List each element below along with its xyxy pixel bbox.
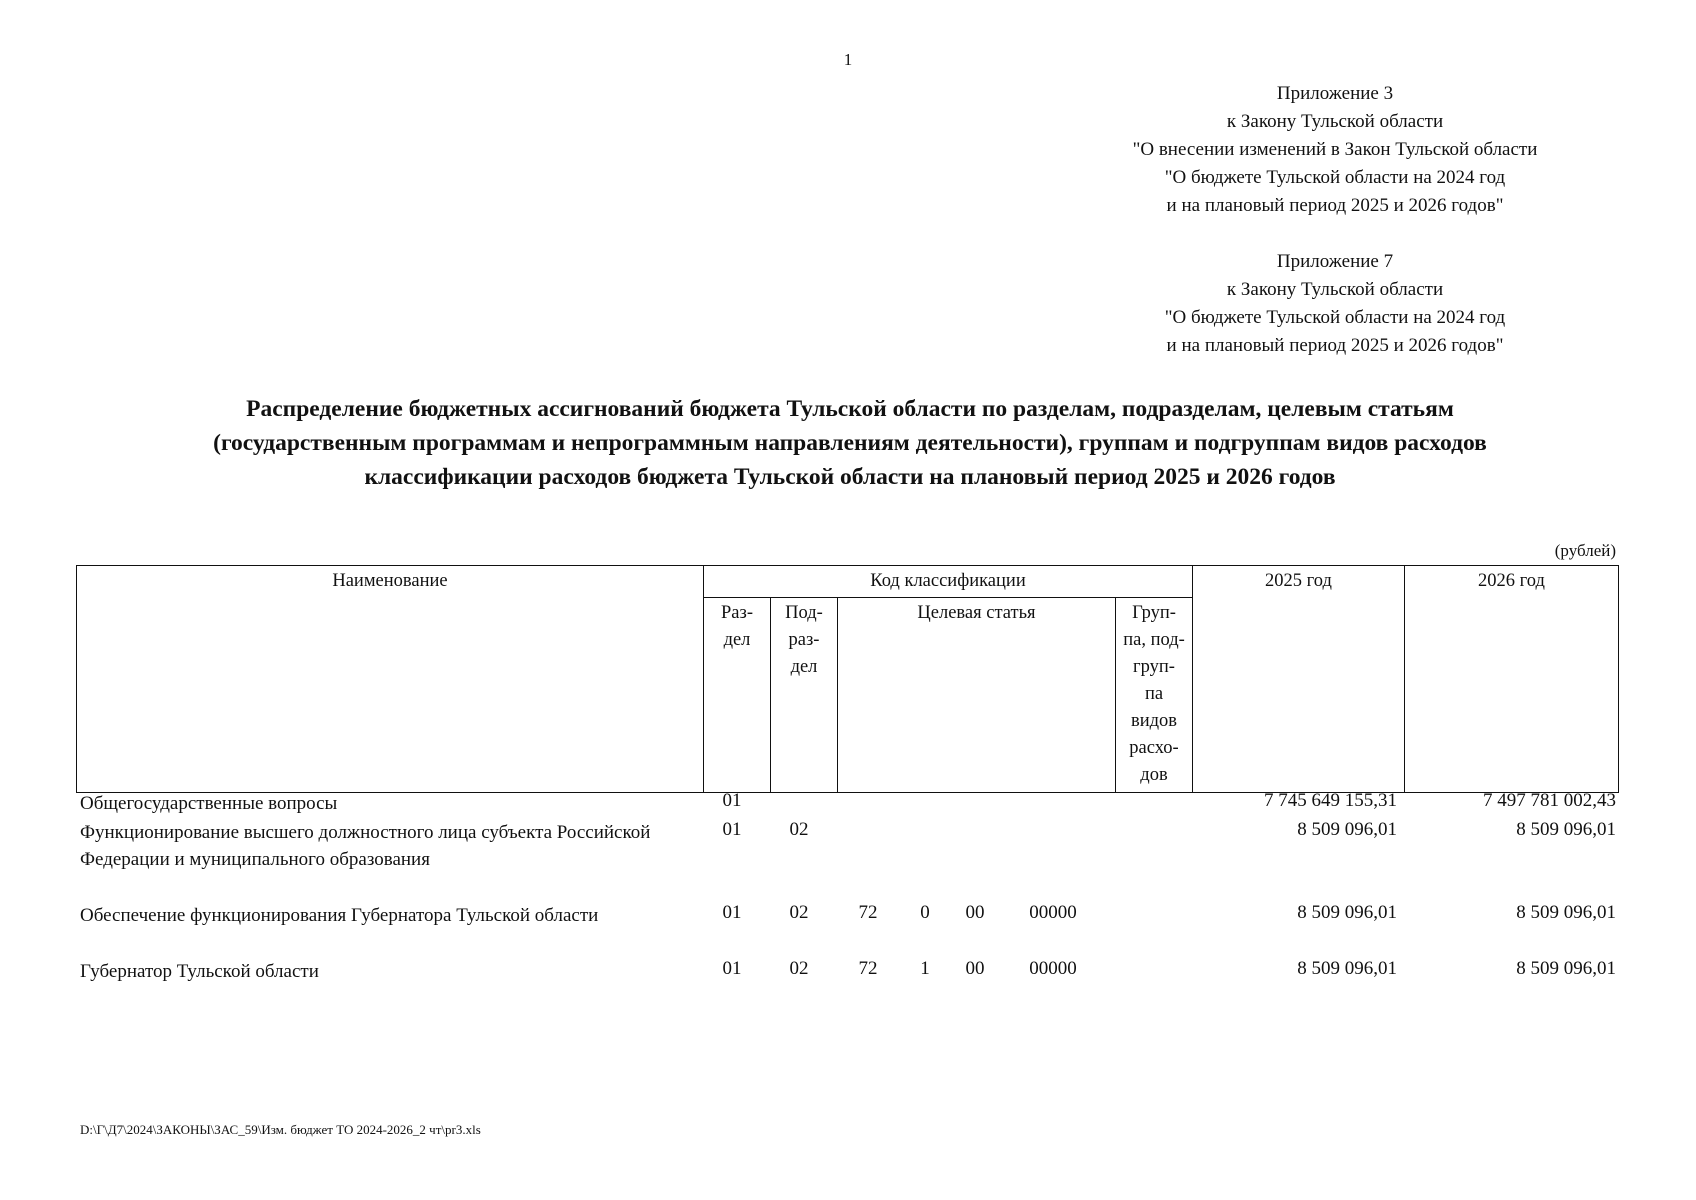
- row-podrazdel: 02: [789, 958, 809, 979]
- row-name: Функционирование высшего должностного лица субъекта Российской Федерации и муниципального образования: [80, 822, 651, 870]
- title-line: Распределение бюджетных ассигнований бюджета Тульской области по разделам, подразделам, целевым статьям: [246, 396, 1454, 422]
- units-label: (рублей): [1554, 541, 1616, 560]
- table-header: [76, 565, 1619, 793]
- row-podrazdel: 02: [789, 902, 809, 923]
- row-razdel: 01: [722, 902, 742, 923]
- annex-line: "О внесении изменений в Закон Тульской области: [1132, 139, 1538, 160]
- header-target: Целевая статья: [838, 598, 1116, 793]
- header-year-2026: 2026 год: [1405, 566, 1619, 793]
- annex-7-block: [1090, 248, 1580, 360]
- row-target-direction: 00000: [1029, 902, 1077, 923]
- row-target-program: 72: [858, 902, 878, 923]
- row-value-2026: 8 509 096,01: [1516, 819, 1616, 840]
- annex-line: "О бюджете Тульской области на 2024 год: [1164, 167, 1506, 188]
- annex-line: Приложение 3: [1276, 83, 1394, 104]
- annex-line: "О бюджете Тульской области на 2024 год: [1164, 307, 1506, 328]
- header-razdel: Раз- дел: [704, 598, 771, 793]
- row-value-2025: 8 509 096,01: [1297, 958, 1397, 979]
- row-target-direction: 00000: [1029, 958, 1077, 979]
- annex-line: к Закону Тульской области: [1226, 279, 1444, 300]
- row-target-event: 00: [965, 902, 985, 923]
- row-razdel: 01: [722, 958, 742, 979]
- row-target-program: 72: [858, 958, 878, 979]
- title-line: классификации расходов бюджета Тульской области на плановый период 2025 и 2026 годов: [364, 464, 1336, 490]
- row-value-2026: 8 509 096,01: [1516, 902, 1616, 923]
- row-value-2025: 8 509 096,01: [1297, 819, 1397, 840]
- row-value-2025: 7 745 649 155,31: [1264, 790, 1397, 811]
- header-code: Код классификации: [704, 566, 1193, 598]
- row-name: Общегосударственные вопросы: [80, 793, 338, 814]
- annex-line: к Закону Тульской области: [1226, 111, 1444, 132]
- header-name: Наименование: [77, 566, 704, 793]
- file-path-footer: D:\Г\Д7\2024\ЗАКОНЫ\ЗАС_59\Изм. бюджет ТО 2024-2026_2 чт\pr3.xls: [80, 1122, 481, 1137]
- row-podrazdel: 02: [789, 819, 809, 840]
- annex-line: и на плановый период 2025 и 2026 годов": [1166, 335, 1504, 356]
- page-number: 1: [843, 50, 853, 69]
- annex-line: и на плановый период 2025 и 2026 годов": [1166, 195, 1504, 216]
- header-year-2025: 2025 год: [1193, 566, 1405, 793]
- header-podrazdel: Под- раз- дел: [771, 598, 838, 793]
- row-razdel: 01: [722, 819, 742, 840]
- row-value-2026: 8 509 096,01: [1516, 958, 1616, 979]
- row-target-event: 00: [965, 958, 985, 979]
- row-razdel: 01: [722, 790, 742, 811]
- document-title: [60, 392, 1640, 494]
- row-target-subprogram: 1: [920, 958, 930, 979]
- title-line: (государственным программам и непрограммным направлениям деятельности), группам и подгруппам видов расходов: [213, 430, 1487, 456]
- header-group: Груп- па, под- груп- па видов расхо- дов: [1116, 598, 1193, 793]
- row-target-subprogram: 0: [920, 902, 930, 923]
- row-name: Обеспечение функционирования Губернатора Тульской области: [80, 905, 599, 926]
- row-value-2026: 7 497 781 002,43: [1483, 790, 1616, 811]
- row-name: Губернатор Тульской области: [80, 961, 319, 982]
- annex-line: Приложение 7: [1276, 251, 1394, 272]
- row-value-2025: 8 509 096,01: [1297, 902, 1397, 923]
- annex-3-block: [1090, 80, 1580, 220]
